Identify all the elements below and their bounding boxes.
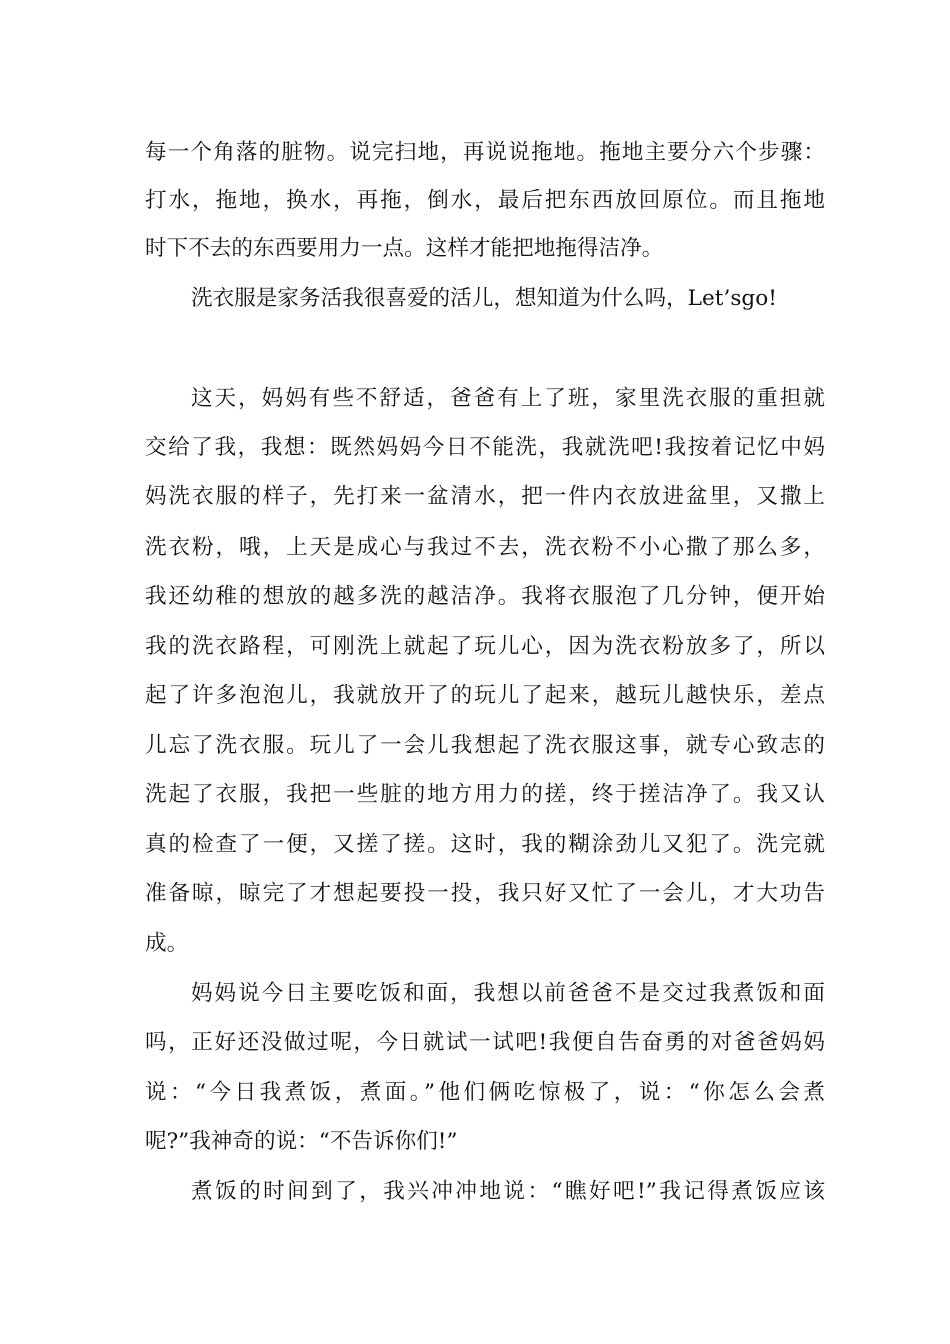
paragraph-line: 吗，正好还没做过呢，今日就试一试吧!我便自告奋勇的对爸爸妈妈 [145, 1030, 825, 1055]
paragraph-line: 妈妈说今日主要吃饭和面，我想以前爸爸不是交过我煮饭和面 [191, 981, 825, 1006]
paragraph-line: 交给了我，我想：既然妈妈今日不能洗，我就洗吧!我按着记忆中妈 [145, 435, 825, 460]
paragraph-line: 起了许多泡泡儿，我就放开了的玩儿了起来，越玩儿越快乐，差点 [145, 683, 825, 708]
paragraph-line: 成。 [145, 931, 189, 956]
paragraph-line: 洗衣粉，哦，上天是成心与我过不去，洗衣粉不小心撒了那么多， [145, 535, 825, 560]
paragraph-line: 我还幼稚的想放的越多洗的越洁净。我将衣服泡了几分钟，便开始 [145, 584, 825, 609]
paragraph-line: 煮饭的时间到了，我兴冲冲地说：“瞧好吧!”我记得煮饭应该 [191, 1179, 825, 1204]
paragraph-line: 儿忘了洗衣服。玩儿了一会儿我想起了洗衣服这事，就专心致志的 [145, 733, 825, 758]
paragraph-line: 说：“今日我煮饭，煮面。”他们俩吃惊极了，说：“你怎么会煮 [145, 1080, 825, 1105]
paragraph-line: 每一个角落的脏物。说完扫地，再说说拖地。拖地主要分六个步骤： [145, 140, 825, 165]
paragraph-line: 打水，拖地，换水，再拖，倒水，最后把东西放回原位。而且拖地 [145, 188, 825, 213]
paragraph-line: 呢?”我神奇的说：“不告诉你们!” [145, 1129, 458, 1154]
paragraph-line: 这天，妈妈有些不舒适，爸爸有上了班，家里洗衣服的重担就 [191, 386, 825, 411]
paragraph-line: 准备晾，晾完了才想起要投一投，我只好又忙了一会儿，才大功告 [145, 881, 825, 906]
paragraph-line: 妈洗衣服的样子，先打来一盆清水，把一件内衣放进盆里，又撒上 [145, 484, 825, 509]
paragraph-line: 时下不去的东西要用力一点。这样才能把地拖得洁净。 [145, 236, 664, 261]
paragraph-line: 洗起了衣服，我把一些脏的地方用力的搓，终于搓洁净了。我又认 [145, 782, 825, 807]
paragraph-line: 真的检查了一便，又搓了搓。这时，我的糊涂劲儿又犯了。洗完就 [145, 832, 825, 857]
paragraph-line: 洗衣服是家务活我很喜爱的活儿，想知道为什么吗，Let’sgo! [191, 286, 777, 311]
paragraph-line: 我的洗衣路程，可刚洗上就起了玩儿心，因为洗衣粉放多了，所以 [145, 634, 825, 659]
